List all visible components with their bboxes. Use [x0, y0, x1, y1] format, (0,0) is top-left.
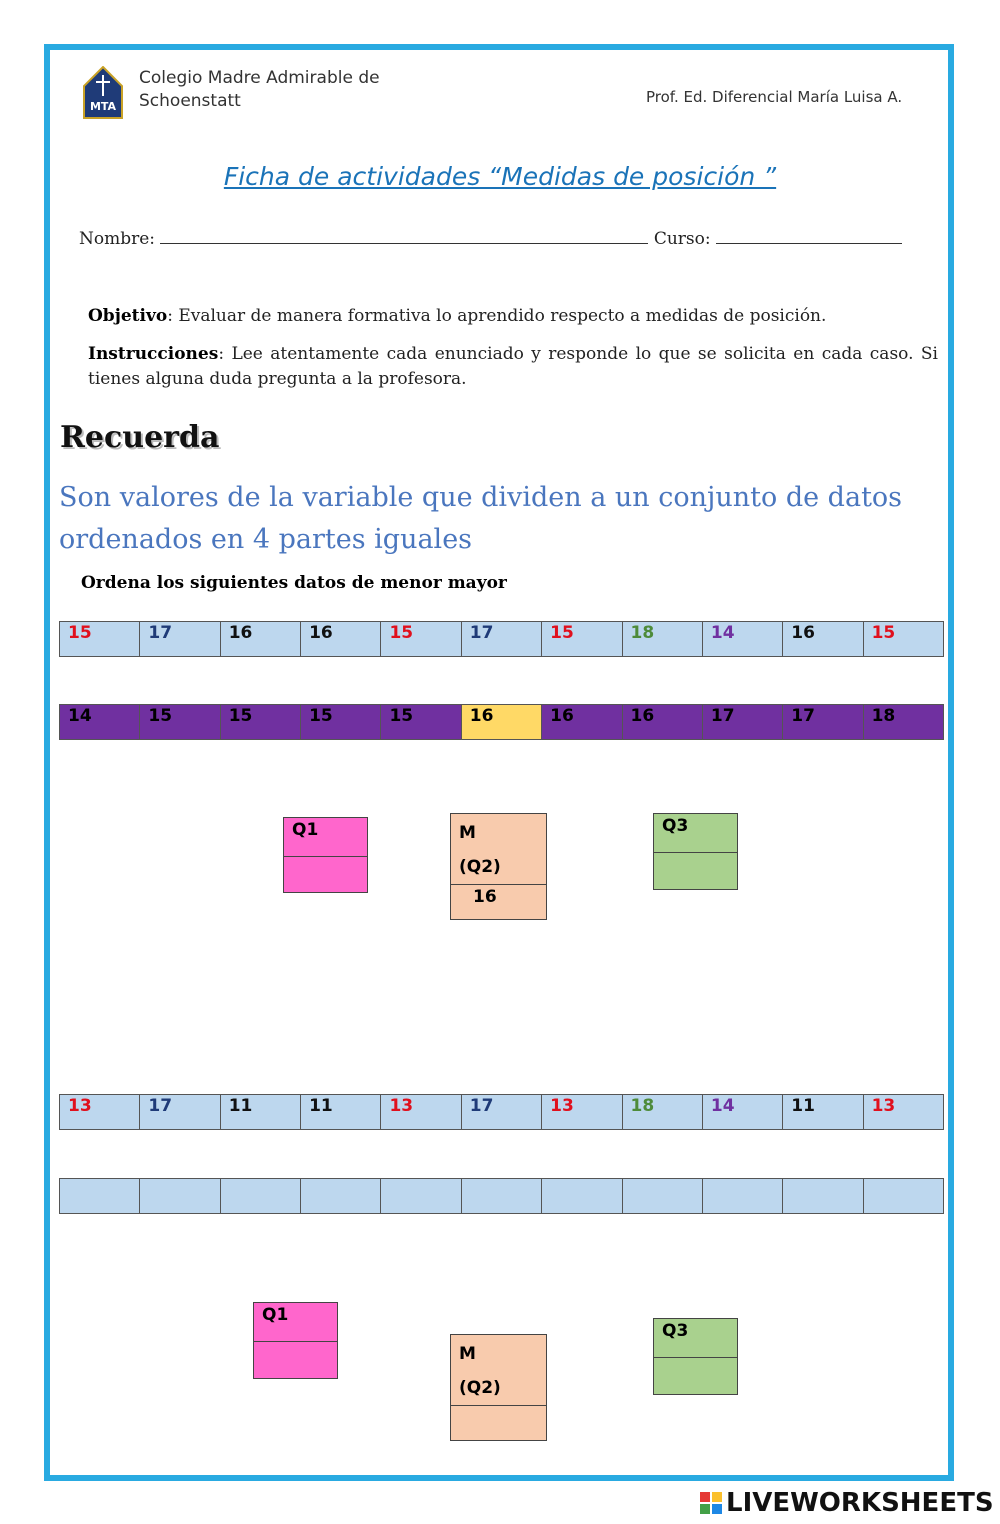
course-field[interactable] — [716, 229, 902, 244]
exercise2-answer-cell[interactable] — [140, 1179, 220, 1213]
exercise2-data-cell: 11 — [783, 1095, 863, 1129]
exercise2-data-cell: 18 — [623, 1095, 703, 1129]
exercise2-data-cell: 13 — [381, 1095, 461, 1129]
exercise1-q1-answer[interactable] — [284, 857, 367, 859]
exercise1-sorted-cell: 15 — [301, 705, 381, 739]
exercise1-sorted-cell: 15 — [140, 705, 220, 739]
objective-label: Objetivo — [88, 306, 168, 326]
student-info-line — [79, 229, 902, 249]
exercise2-data-cell: 14 — [703, 1095, 783, 1129]
exercise1-sorted-cell: 17 — [703, 705, 783, 739]
school-name: Colegio Madre Admirable de Schoenstatt — [139, 68, 380, 111]
liveworksheets-brand: LIVEWORKSHEETS — [726, 1488, 994, 1518]
exercise1-data-cell: 17 — [140, 622, 220, 656]
exercise1-data-cell: 17 — [462, 622, 542, 656]
exercise1-sorted-cell: 17 — [783, 705, 863, 739]
exercise1-data-row — [59, 621, 944, 657]
median-label: M — [459, 823, 476, 843]
instructions-text: : Lee atentamente cada enunciado y responde lo que se solicita en cada caso. Si tienes alguna duda pregunta a la profesora. — [88, 344, 938, 389]
exercise1-median-box — [450, 813, 547, 920]
objective-text: : Evaluar de manera formativa lo aprendido respecto a medidas de posición. — [167, 306, 827, 326]
exercise2-data-cell: 17 — [462, 1095, 542, 1129]
exercise2-data-cell: 11 — [221, 1095, 301, 1129]
exercise2-answer-cell[interactable] — [301, 1179, 381, 1213]
svg-text:MTA: MTA — [89, 100, 117, 113]
course-label: Curso: — [653, 229, 711, 249]
exercise1-sorted-cell: 18 — [864, 705, 944, 739]
exercise1-data-cell: 16 — [301, 622, 381, 656]
objective-paragraph — [88, 304, 938, 329]
q2-label: (Q2) — [459, 857, 501, 877]
exercise1-data-cell: 15 — [542, 622, 622, 656]
worksheet-title: Ficha de actividades “Medidas de posición ” — [223, 162, 777, 191]
exercise2-answer-cell[interactable] — [623, 1179, 703, 1213]
exercise1-q3-box — [653, 813, 738, 890]
exercise1-sorted-cell: 16 — [623, 705, 703, 739]
exercise2-answer-cell[interactable] — [462, 1179, 542, 1213]
liveworksheets-icon-square — [712, 1492, 722, 1502]
teacher-name: Prof. Ed. Diferencial María Luisa A. — [646, 88, 903, 106]
exercise2-data-cell: 13 — [60, 1095, 140, 1129]
name-label: Nombre: — [79, 229, 156, 249]
exercise2-data-cell: 13 — [864, 1095, 944, 1129]
exercise1-data-cell: 15 — [60, 622, 140, 656]
exercise2-sorted-row — [59, 1178, 944, 1214]
exercise2-median-answer[interactable] — [451, 1406, 546, 1408]
exercise2-answer-cell[interactable] — [783, 1179, 863, 1213]
exercise2-q3-box — [653, 1318, 738, 1395]
q3-label: Q3 — [654, 814, 737, 853]
liveworksheets-icon — [700, 1492, 722, 1514]
exercise2-q3-answer[interactable] — [654, 1358, 737, 1360]
exercise2-data-row — [59, 1094, 944, 1130]
liveworksheets-icon-square — [700, 1492, 710, 1502]
instructions-label: Instrucciones — [88, 344, 219, 364]
q1-label: Q1 — [284, 818, 367, 857]
instructions-paragraph — [88, 342, 938, 392]
exercise1-sorted-cell: 16 — [542, 705, 622, 739]
exercise2-answer-cell[interactable] — [60, 1179, 140, 1213]
exercise2-median-box — [450, 1334, 547, 1441]
q3-label: Q3 — [654, 1319, 737, 1358]
exercise1-data-cell: 18 — [623, 622, 703, 656]
exercise1-sorted-row — [59, 704, 944, 740]
liveworksheets-logo — [700, 1488, 994, 1518]
quartile-definition: Son valores de la variable que dividen a un conjunto de datos ordenados en 4 partes iguales — [59, 482, 903, 555]
order-instruction: Ordena los siguientes datos de menor mayor — [81, 573, 507, 593]
exercise2-answer-cell[interactable] — [221, 1179, 301, 1213]
exercise1-data-cell: 15 — [864, 622, 944, 656]
q1-label: Q1 — [254, 1303, 337, 1342]
liveworksheets-icon-square — [700, 1504, 710, 1514]
exercise2-data-cell: 11 — [301, 1095, 381, 1129]
median-label: M — [459, 1344, 476, 1364]
exercise2-answer-cell[interactable] — [381, 1179, 461, 1213]
exercise1-data-cell: 15 — [381, 622, 461, 656]
exercise1-q3-answer[interactable] — [654, 853, 737, 855]
exercise2-answer-cell[interactable] — [864, 1179, 944, 1213]
exercise1-sorted-cell: 15 — [221, 705, 301, 739]
exercise1-sorted-cell: 14 — [60, 705, 140, 739]
school-logo — [82, 66, 124, 120]
exercise1-median-value: 16 — [473, 887, 497, 907]
exercise1-q1-box — [283, 817, 368, 893]
exercise2-q1-box — [253, 1302, 338, 1379]
exercise1-data-cell: 16 — [221, 622, 301, 656]
page-border — [44, 44, 954, 1481]
exercise1-sorted-cell: 15 — [381, 705, 461, 739]
recuerda-heading: Recuerda — [60, 420, 220, 455]
liveworksheets-icon-square — [712, 1504, 722, 1514]
exercise1-data-cell: 16 — [783, 622, 863, 656]
exercise2-q1-answer[interactable] — [254, 1342, 337, 1344]
q2-label: (Q2) — [459, 1378, 501, 1398]
exercise1-data-cell: 14 — [703, 622, 783, 656]
exercise2-data-cell: 17 — [140, 1095, 220, 1129]
exercise2-data-cell: 13 — [542, 1095, 622, 1129]
exercise2-answer-cell[interactable] — [542, 1179, 622, 1213]
exercise2-answer-cell[interactable] — [703, 1179, 783, 1213]
name-field[interactable] — [160, 229, 648, 244]
exercise1-sorted-cell: 16 — [462, 705, 542, 739]
